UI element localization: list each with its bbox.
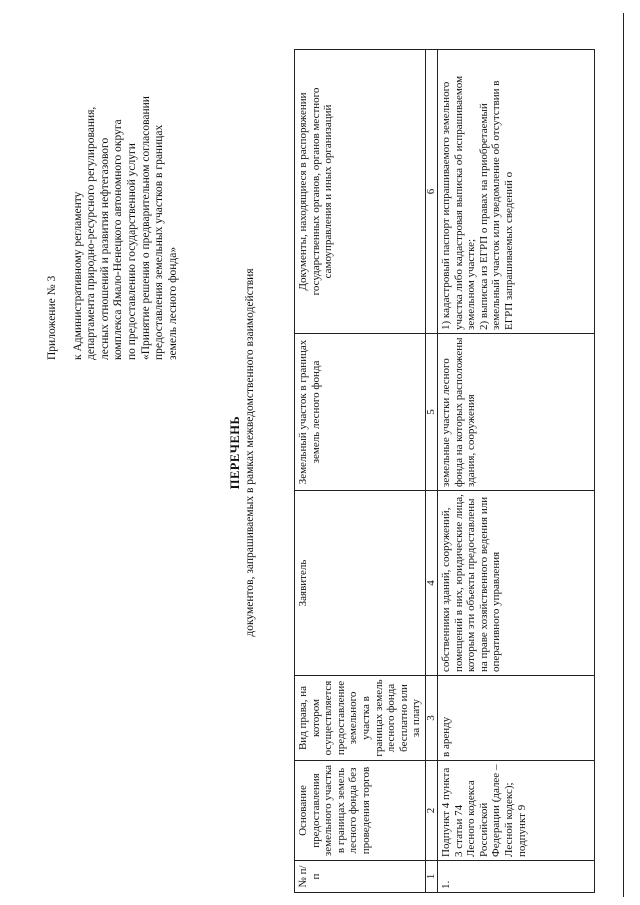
appendix-line: предоставления земельных участков в границах — [153, 124, 166, 360]
table-row — [437, 50, 594, 893]
appendix-line: комплекса Ямало-Ненецкого автономного округа — [112, 119, 125, 360]
row-right-type: в аренду — [437, 676, 594, 761]
document-subtitle: документов, запрашиваемых в рамках межведомственного взаимодействия — [244, 268, 256, 637]
appendix-line: лесных отношений и развития нефтегазового — [98, 137, 111, 360]
row-land-plot: земельные участки лесного фонда на которых расположены здания, сооружения — [437, 334, 594, 491]
column-index: 1 — [425, 861, 437, 893]
table-header-row — [295, 50, 426, 893]
column-index: 6 — [425, 50, 437, 334]
appendix-line: департамента природно-ресурсного регулирования, — [85, 106, 98, 360]
row-applicant: собственники зданий, сооружений, помещений в них, юридические лица, которым эти объекты предоставлены на праве хозяйственного ведения или оперативного управления — [437, 491, 594, 676]
header-number: № п/п — [295, 861, 426, 893]
column-index: 4 — [425, 491, 437, 676]
column-index: 2 — [425, 761, 437, 861]
appendix-number: Приложение № 3 — [46, 275, 58, 360]
appendix-line: к Административному регламенту — [71, 191, 84, 360]
row-documents: 1) кадастровый паспорт испрашиваемого земельного участка либо кадастровая выписка об испрашиваемом земельном участке; 2) выписка из ЕГРП о правах на приобретаемый земельный участок или уведомление об отсутствии в ЕГРП запрашиваемых сведений о — [437, 50, 594, 334]
header-documents: Документы, находящиеся в распоряжении государственных органов, органов местного самоуправления и иных организаций — [295, 50, 426, 334]
row-number: 1. — [437, 861, 594, 893]
column-index: 5 — [425, 334, 437, 491]
row-basis: Подпункт 4 пункта 3 статьи 74 Лесного кодекса Российской Федерации (далее – Лесной кодекс); подпункт 9 — [437, 761, 594, 861]
header-land-plot: Земельный участок в границах земель лесного фонда — [295, 334, 426, 491]
appendix-line: земель лесного фонда» — [166, 246, 179, 360]
page-edge-line — [623, 13, 624, 897]
appendix-line: «Принятие решения о предварительном согласовании — [139, 96, 152, 360]
documents-table — [294, 49, 595, 893]
column-index: 3 — [425, 676, 437, 761]
appendix-line: по предоставлению государственной услуги — [125, 143, 138, 360]
header-right-type: Вид права, на котором осуществляется предоставление земельного участка в границах земель лесного фонда бесплатно или за плату — [295, 676, 426, 761]
header-basis: Основание предоставления земельного участка в границах земель лесного фонда без проведения торгов — [295, 761, 426, 861]
appendix-header — [46, 20, 180, 360]
column-index-row — [425, 50, 437, 893]
header-applicant: Заявитель — [295, 491, 426, 676]
document-title: ПЕРЕЧЕНЬ — [228, 415, 242, 490]
